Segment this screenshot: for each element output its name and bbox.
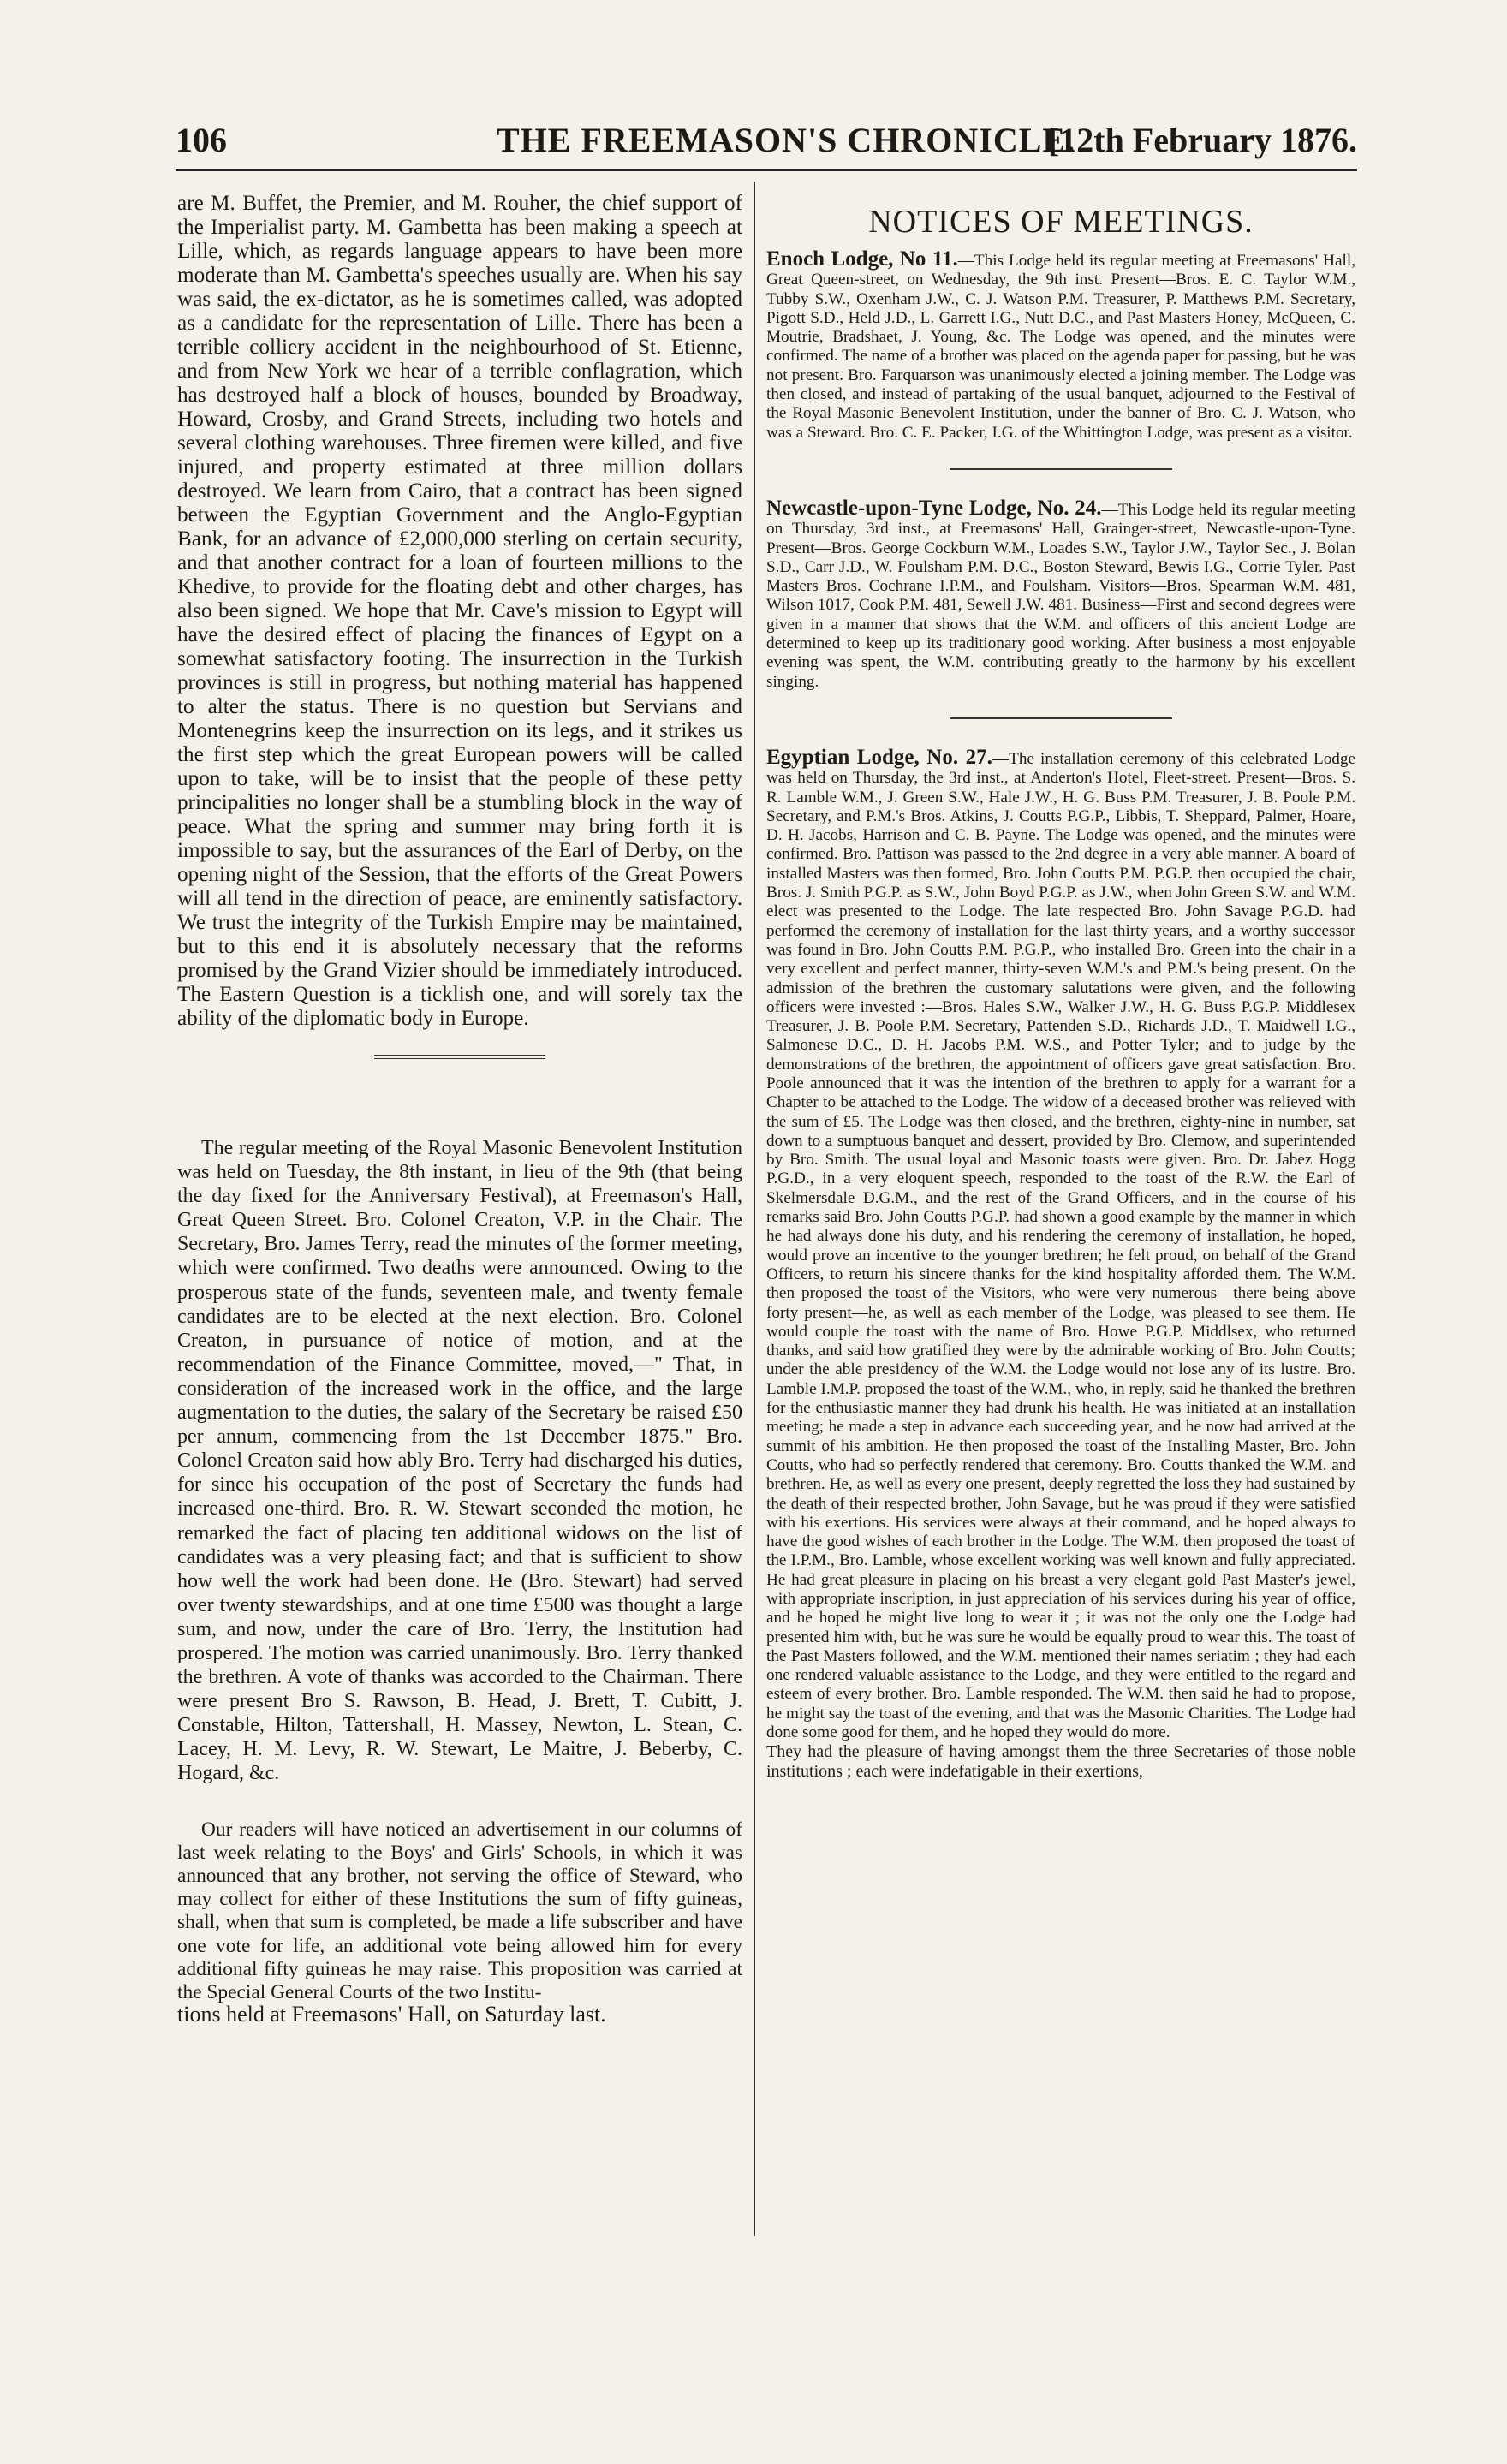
benevolent-institution-paragraph: The regular meeting of the Royal Masonic Benevolent Institution was held on Tuesday, the 8th instant, in lieu of the 9th (that being the day fixed for the Anniversary Festival), at Freemason's Hall, Great Queen Street. Bro. Colonel Creaton, V.P. in the Chair. The Secretary, Bro. James Terry, read the minutes of the former meeting, which were confirmed. Two deaths were announced. Owing to the prosperous state of the funds, seventeen male, and twenty female candidates are to be elected at the next election. Bro. Colonel Creaton, in pursuance of notice of motion, and at the recommendation of the Finance Committee, moved,—" That, in consideration of the increased work in the office, and the large augmentation to the duties, the salary of the Secretary be raised £50 per annum, commencing from the 1st December 1875." Bro. Colonel Creaton said how ably Bro. Terry had discharged his duties, for since his occupation of the post of Secretary the funds had increased one-third. Bro. R. W. Stewart seconded the motion, he remarked the fact of placing ten additional widows on the list of candidates was a very pleasing fact; and that is sufficient to show how well the work had been done. He (Bro. Stewart) had served over twenty stewardships, and at one time £500 was thought a large sum, and now, under the care of Bro. Terry, the Institution had prospered. The motion was carried unanimously. Bro. Terry thanked the brethren. A vote of thanks was accorded to the Chairman. There were present Bro S. Rawson, B. Head, J. Brett, T. Cubitt, J. Constable, Hilton, Tattershall, H. Massey, Newton, L. Stean, C. Lacey, H. M. Levy, R. W. Stewart, Le Maitre, J. Beberby, C. Hogard, &c. bbox=[177, 1137, 742, 1785]
page-number: 106 bbox=[176, 121, 227, 159]
schools-paragraph: Our readers will have noticed an advertisement in our columns of last week relating to the Boys' and Girls' Schools, in which it was announced that any brother, not serving the office of Steward, who may collect for either of these Institutions the sum of fifty guineas, shall, when that sum is completed, be made a life subscriber and have one vote for life, an additional vote being allowed him for every additional fifty guineas he may raise. This proposition was carried at the Special General Courts of the two Institu- bbox=[177, 1818, 742, 2003]
column-divider bbox=[754, 182, 755, 2236]
left-column bbox=[177, 192, 742, 2025]
notice-tail: They had the pleasure of having amongst them the three Secretaries of those noble institutions ; each were indefatigable in their exertions, bbox=[766, 1742, 1355, 1781]
notice-divider bbox=[950, 717, 1172, 719]
lodge-title: Egyptian Lodge, No. 27. bbox=[766, 745, 992, 769]
lodge-title: Enoch Lodge, No 11. bbox=[766, 247, 958, 271]
newcastle-lodge-notice bbox=[766, 496, 1355, 692]
notice-divider bbox=[950, 468, 1172, 470]
notice-body: —The installation ceremony of this celebrated Lodge was held on Thursday, the 3rd inst., at Anderton's Hotel, Fleet-street. Present—Bros. S. R. Lamble W.M., J. Green S.W., Hale J.W., H. G. Buss P.M. Treasurer, J. B. Poole P.M. Secretary, and P.M.'s Bros. Atkins, J. Coutts P.G.P., Libbis, T. Sheppard, Palmer, Hoare, D. H. Jacobs, Harrison and C. B. Payne. The Lodge was opened, and the minutes were confirmed. Bro. Pattison was passed to the 2nd degree in a very able manner. A board of installed Masters was then formed, Bro. John Coutts P.M. P.G.P. then occupied the chair, Bros. J. Smith P.G.P. as S.W., John Boyd P.G.P. as J.W., when John Green S.W. and W.M. elect was presented to the Lodge. The late respected Bro. John Savage P.G.D. had performed the ceremony of installation for the last thirty years, and a worthy successor was found in Bro. John Coutts P.M. P.G.P., who installed Bro. Green into the chair in a very excellent and perfect manner, thirty-seven W.M.'s and P.M.'s being present. On the admission of the brethren the customary salutations were given, and the following officers were invested :—Bros. Hales S.W., Walker J.W., H. G. Buss P.G.P. Middlesex Treasurer, J. B. Poole P.M. Secretary, Pattenden S.D., Richards J.D., T. Maidwell I.G., Salmonese D.C., D. H. Jacobs P.M. W.S., and Potter Tyler; and to judge by the demonstrations of the brethren, the appointment of officers gave great satisfaction. Bro. Poole announced that it was the intention of the brethren to apply for a warrant for a Chapter to be attached to the Lodge. The widow of a deceased brother was relieved with the sum of £5. The Lodge was then closed, and the brethren, eighty-nine in number, sat down to a sumptuous banquet and dessert, provided by Bro. Clemow, and superintended by Bro. Smith. The usual loyal and Masonic toasts were given. Bro. Dr. Jabez Hogg P.G.D., in a very eloquent speech, responded to the toast of the R.W. the Earl of Skelmersdale D.G.M., and the rest of the Grand Officers, and in the course of his remarks said Bro. John Coutts P.G.P. had shown a good example by the manner in which he had always done his duty, and his rendering the ceremony of installation, he hoped, would prove an incentive to the younger brethren; he felt proud, on behalf of the Grand Officers, to return his sincere thanks for the kind hospitality afforded them. The W.M. then proposed the toast of the Visitors, who were very numerous—there being above forty present—he, as well as each member of the Lodge, was pleased to see them. He would couple the toast with the name of Bro. Howe P.G.P. Middlsex, who returned thanks, and said how gratified they were by the admirable working of Bro. John Coutts; under the able presidency of the W.M. the Lodge would not lose any of its lustre. Bro. Lamble I.M.P. proposed the toast of the W.M., who, in reply, said he thanked the brethren for the enthusiastic manner they had drunk his health. He was initiated at an installation meeting; he made a step in advance each succeeding year, and he now had arrived at the summit of his ambition. He then proposed the toast of the Installing Master, Bro. John Coutts, who had so perfectly rendered that ceremony. Bro. Coutts thanked the W.M. and brethren. He, as well as every one present, deeply regretted the loss they had sustained by the death of their respected brother, John Savage, but he was proud if they were satisfied with his exertions. His services were always at their command, and he hoped always to have the good wishes of each brother in the Lodge. The W.M. then proposed the toast of the I.P.M., Bro. Lamble, whose excellent working was well known and fully appreciated. He had great pleasure in placing on his breast a very elegant gold Past Master's jewel, with appropriate inscription, in just appreciation of his services during his year of office, and he hoped he might live long to wear it ; it was not the only one the Lodge had presented him with, but he was sure he would be equally proud to wear this. The toast of the Past Masters followed, and the W.M. mentioned their names seriatim ; they had each one rendered valuable assistance to the Lodge, and they were entitled to the regard and esteem of every brother. Bro. Lamble responded. The W.M. then said he had to propose, he might say the toast of the evening, and that was the Masonic Charities. The Lodge had done some good for them, and he hoped they would do more. bbox=[766, 749, 1355, 1742]
lodge-title: Newcastle-upon-Tyne Lodge, No. 24. bbox=[766, 496, 1102, 520]
section-divider bbox=[374, 1055, 545, 1059]
publication-title: THE FREEMASON'S CHRONICLE. bbox=[497, 121, 1076, 159]
notice-body: —This Lodge held its regular meeting at Freemasons' Hall, Great Queen-street, on Wednesday, the 9th inst. Present—Bros. E. C. Taylor W.M., Tubby S.W., Oxenham J.W., C. J. Watson P.M. Treasurer, P. Matthews P.M. Secretary, Pigott S.D., Held J.D., L. Garrett I.G., Nutt D.C., and Past Masters Honey, McQueen, C. Moutrie, Bradshaet, J. Young, &c. The Lodge was opened, and the minutes were confirmed. The name of a brother was placed on the agenda paper for passing, but he was not present. Bro. Farquarson was unanimously elected a joining member. The Lodge was then closed, and instead of partaking of the usual banquet, adjourned to the Festival of the Royal Masonic Benevolent Institution, under the banner of Bro. C. J. Watson, who was a Steward. Bro. C. E. Packer, I.G. of the Whittington Lodge, was present as a visitor. bbox=[766, 252, 1356, 442]
egyptian-lodge-notice bbox=[766, 745, 1355, 1742]
issue-date: [12th February 1876. bbox=[1047, 121, 1357, 159]
notice-body: —This Lodge held its regular meeting on Thursday, 3rd inst., at Freemasons' Hall, Grainger-street, Newcastle-upon-Tyne. Present—Bros. George Cockburn W.M., Loades S.W., Taylor J.W., Taylor Sec., J. Bolan S.D., Carr J.D., W. Foulsham P.M. D.C., Boston Steward, Bewis I.G., Corrie Tyler. Past Masters Bros. Cochrane I.P.M., and Foulsham. Visitors—Bros. Spearman W.M. 481, Wilson 1017, Cook P.M. 481, Sewell J.W. 481. Business—First and second degrees were given in a manner that shows that the W.M. and officers of this ancient Lodge are determined to keep up its traditionary good working. After business a most enjoyable evening was spent, the W.M. contributing greatly to the harmony by his excellent singing. bbox=[766, 500, 1355, 691]
section-heading: NOTICES OF MEETINGS. bbox=[868, 204, 1254, 240]
page-header bbox=[176, 120, 1357, 171]
news-paragraph: are M. Buffet, the Premier, and M. Rouher, the chief support of the Imperialist party. M. Gambetta has been making a speech at Lille, which, as regards language appears to have been more moderate than M. Gambetta's speeches usually are. When his say was said, the ex-dictator, as he is sometimes called, was adopted as a candidate for the representation of Lille. There has been a terrible colliery accident in the neighbourhood of St. Etienne, and from New York we hear of a terrible conflagration, which has destroyed half a block of houses, bounded by Broadway, Howard, Crosby, and Grand Streets, including two hotels and several clothing warehouses. Three firemen were killed, and five injured, and property estimated at three million dollars destroyed. We learn from Cairo, that a contract has been signed between the Egyptian Government and the Anglo-Egyptian Bank, for an advance of £2,000,000 sterling on certain security, and that another contract for a loan of fourteen millions to the Khedive, to provide for the floating debt and other charges, has also been signed. We hope that Mr. Cave's mission to Egypt will have the desired effect of placing the finances of Egypt on a somewhat satisfactory footing. The insurrection in the Turkish provinces is still in progress, but nothing material has happened to alter the status. There is no question but Servians and Montenegrins keep the insurrection on its legs, and it strikes us the first step which the great European powers will be called upon to take, will be to insist that the people of these petty principalities no longer shall be a stumbling block in the way of peace. What the spring and summer may bring forth it is impossible to say, but the assurances of the Earl of Derby, on the opening night of the Session, that the efforts of the Great Powers will all tend in the direction of peace, are eminently satisfactory. We trust the integrity of the Turkish Empire may be maintained, but to this end it is absolutely necessary that the reforms promised by the Grand Vizier should be immediately introduced. The Eastern Question is a ticklish one, and will sorely tax the ability of the diplomatic body in Europe. bbox=[177, 192, 742, 1030]
right-column bbox=[766, 202, 1355, 1781]
schools-paragraph-end: tions held at Freemasons' Hall, on Saturday last. bbox=[177, 2002, 606, 2027]
header-rule bbox=[176, 169, 1357, 171]
enoch-lodge-notice bbox=[766, 247, 1356, 443]
